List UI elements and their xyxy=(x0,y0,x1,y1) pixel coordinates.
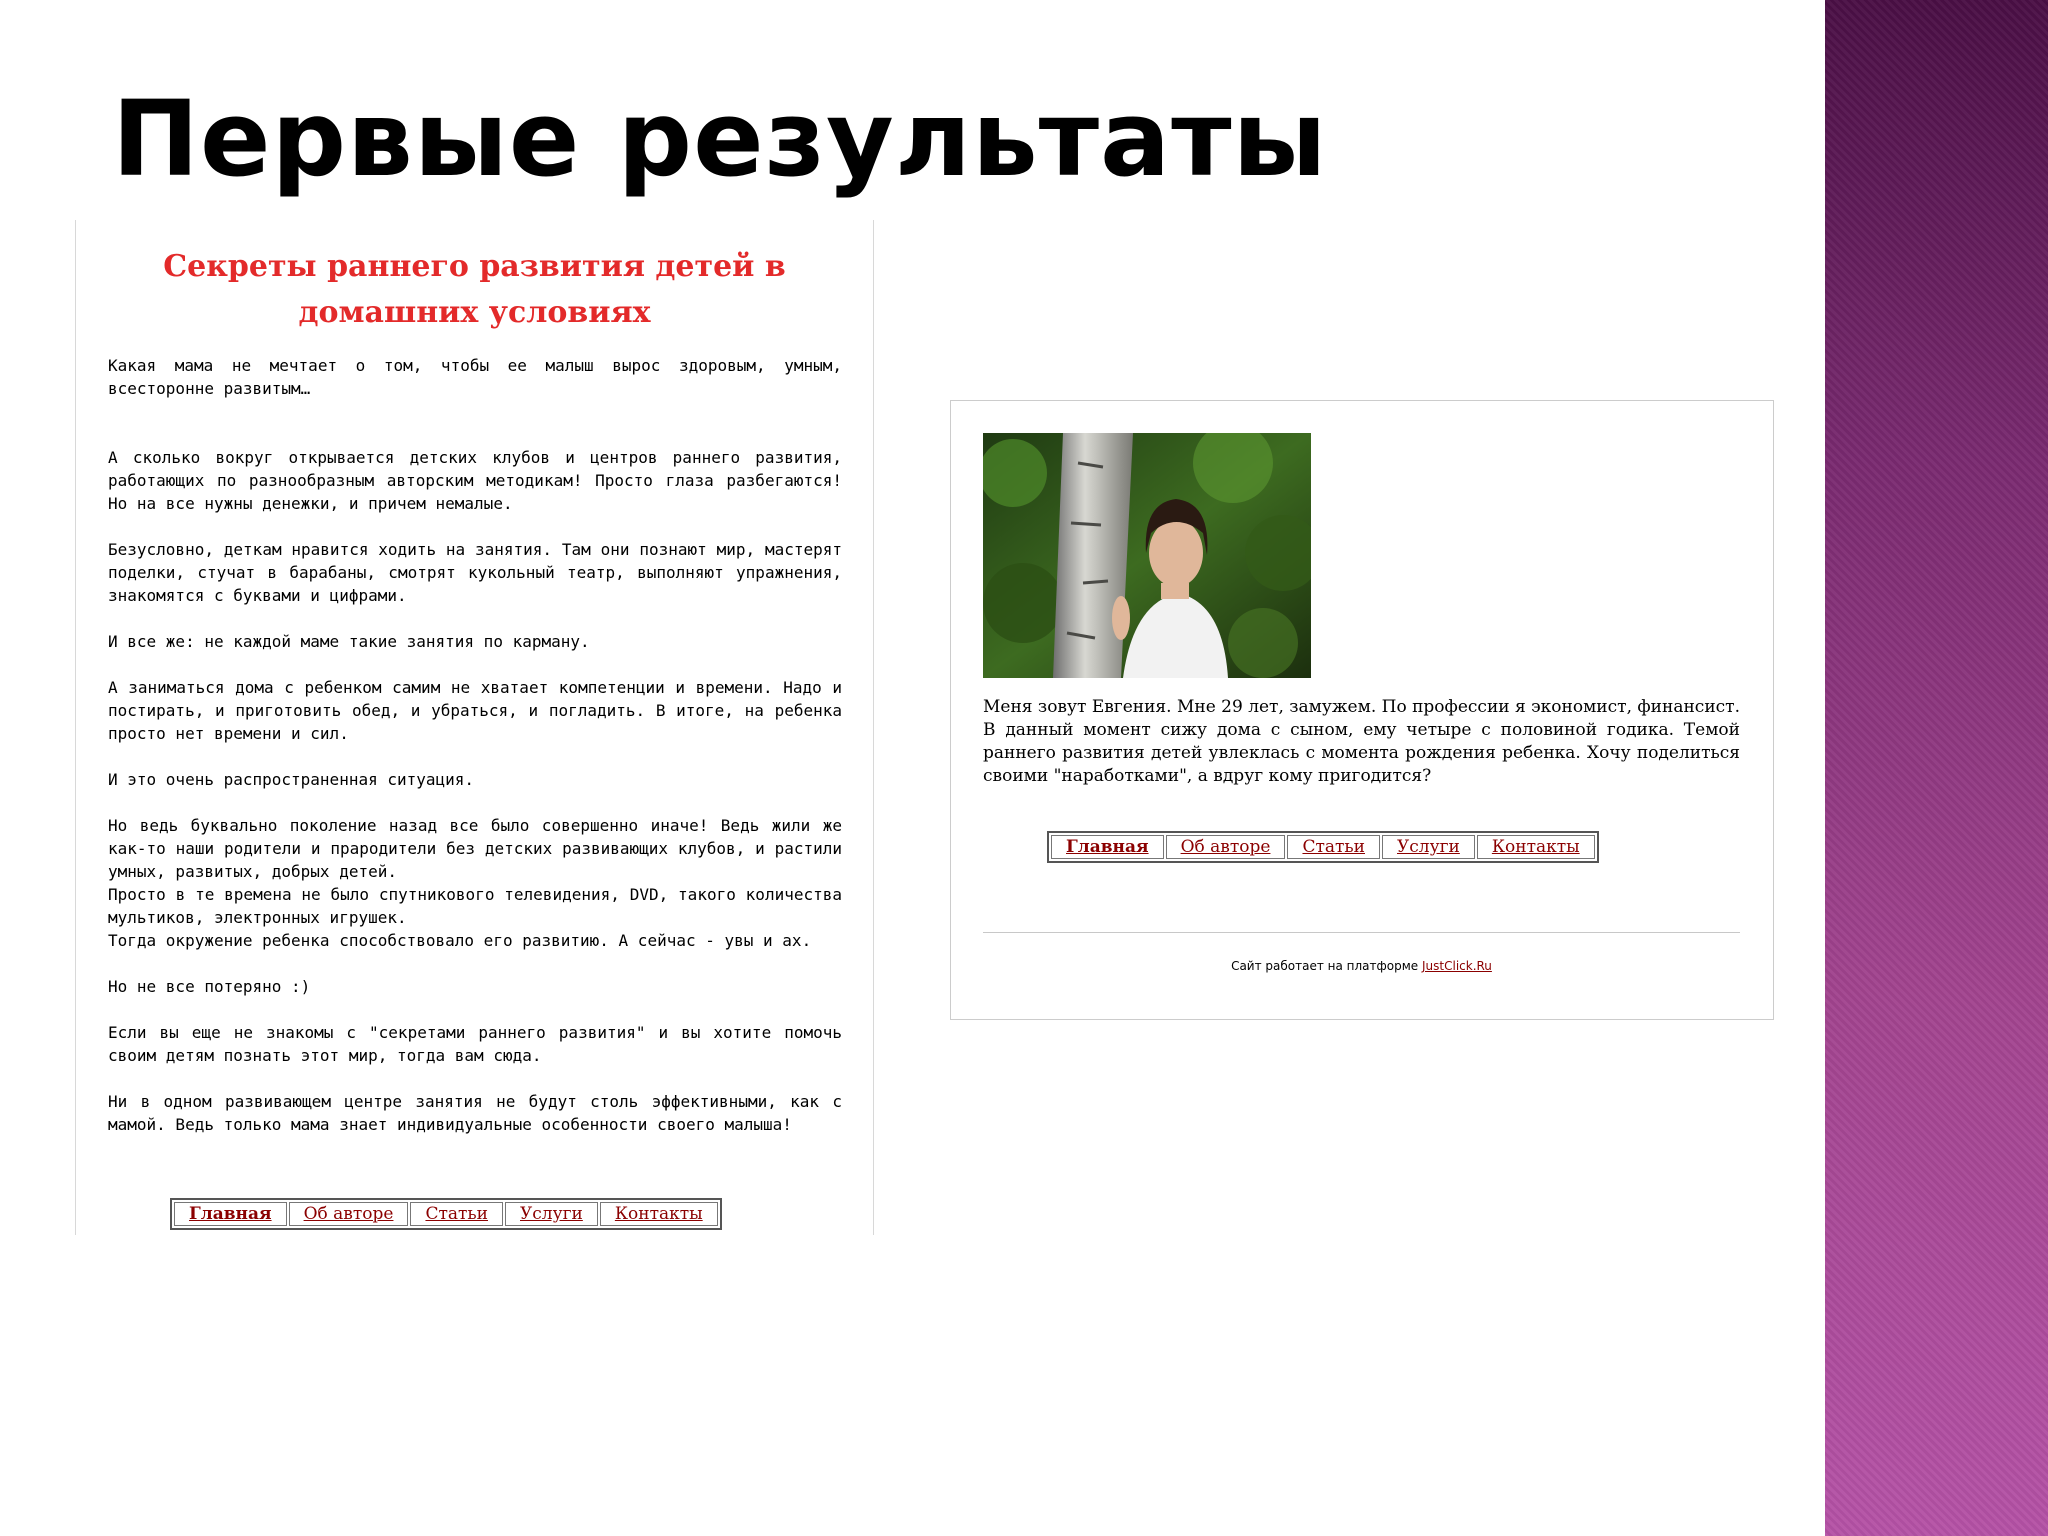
site-body-text xyxy=(108,354,842,1159)
nav-link-articles[interactable]: Статьи xyxy=(1287,835,1380,859)
nav-link-about[interactable]: Об авторе xyxy=(289,1202,409,1226)
nav-link-contacts[interactable]: Контакты xyxy=(600,1202,718,1226)
left-site-screenshot xyxy=(75,220,874,1235)
paragraph: И это очень распространенная ситуация. xyxy=(108,770,475,789)
paragraph: Безусловно, деткам нравится ходить на занятия. Там они познают мир, мастерят поделки, стучат в барабаны, смотрят кукольный театр, выполняют упражнения, знакомятся с буквами и цифрами. xyxy=(108,540,842,605)
site-nav-left xyxy=(170,1198,722,1230)
paragraph: Но ведь буквально поколение назад все было совершенно иначе! Ведь жили же как-то наши родители и прародители без детских развивающих клубов, и растили умных, развитых, добрых детей. Просто в те времена не было спутникового телевидения, DVD, такого количества мультиков, электронных игрушек. Тогда окружение ребенка способствовало его развитию. А сейчас - увы и ах. xyxy=(108,816,842,950)
site-footer xyxy=(983,959,1740,973)
right-site-screenshot xyxy=(950,400,1774,1020)
paragraph: Но не все потеряно :) xyxy=(108,977,311,996)
footer-platform-link[interactable]: JustClick.Ru xyxy=(1422,959,1492,973)
footer-divider xyxy=(983,932,1740,933)
paragraph: А заниматься дома с ребенком самим не хватает компетенции и времени. Надо и постирать, и приготовить обед, и убраться, и погладить. В итоге, на ребенка просто нет времени и сил. xyxy=(108,678,842,743)
author-bio: Меня зовут Евгения. Мне 29 лет, замужем. По профессии я экономист, финансист. В данный момент сижу дома с сыном, ему четыре с половиной годика. Темой раннего развития детей увлеклась с момента рождения ребенка. Хочу поделиться своими "наработками", а вдруг кому пригодится? xyxy=(983,697,1740,786)
paragraph: Если вы еще не знакомы с "секретами раннего развития" и вы хотите помочь своим детям познать этот мир, тогда вам сюда. xyxy=(108,1023,842,1065)
nav-link-home[interactable]: Главная xyxy=(1051,835,1164,859)
paragraph: Ни в одном развивающем центре занятия не будут столь эффективными, как с мамой. Ведь только мама знает индивидуальные особенности своего малыша! xyxy=(108,1092,842,1134)
site-heading: Секреты раннего развития детей в домашних условиях xyxy=(163,249,786,330)
nav-link-about[interactable]: Об авторе xyxy=(1166,835,1286,859)
decorative-side-band xyxy=(1825,0,2048,1536)
paragraph: А сколько вокруг открывается детских клубов и центров раннего развития, работающих по разнообразным авторским методикам! Просто глаза разбегаются! Но на все нужны денежки, и причем немалые. xyxy=(108,448,842,513)
author-photo xyxy=(983,433,1311,678)
paragraph: И все же: не каждой маме такие занятия по карману. xyxy=(108,632,590,651)
paragraph: Какая мама не мечтает о том, чтобы ее малыш вырос здоровым, умным, всесторонне развитым… xyxy=(108,356,842,398)
site-nav-right xyxy=(1047,831,1599,863)
footer-text: Сайт работает на платформе xyxy=(1231,959,1419,973)
nav-link-articles[interactable]: Статьи xyxy=(410,1202,503,1226)
nav-link-contacts[interactable]: Контакты xyxy=(1477,835,1595,859)
nav-link-home[interactable]: Главная xyxy=(174,1202,287,1226)
nav-link-services[interactable]: Услуги xyxy=(1382,835,1475,859)
nav-link-services[interactable]: Услуги xyxy=(505,1202,598,1226)
slide-title: Первые результаты xyxy=(112,78,1328,200)
